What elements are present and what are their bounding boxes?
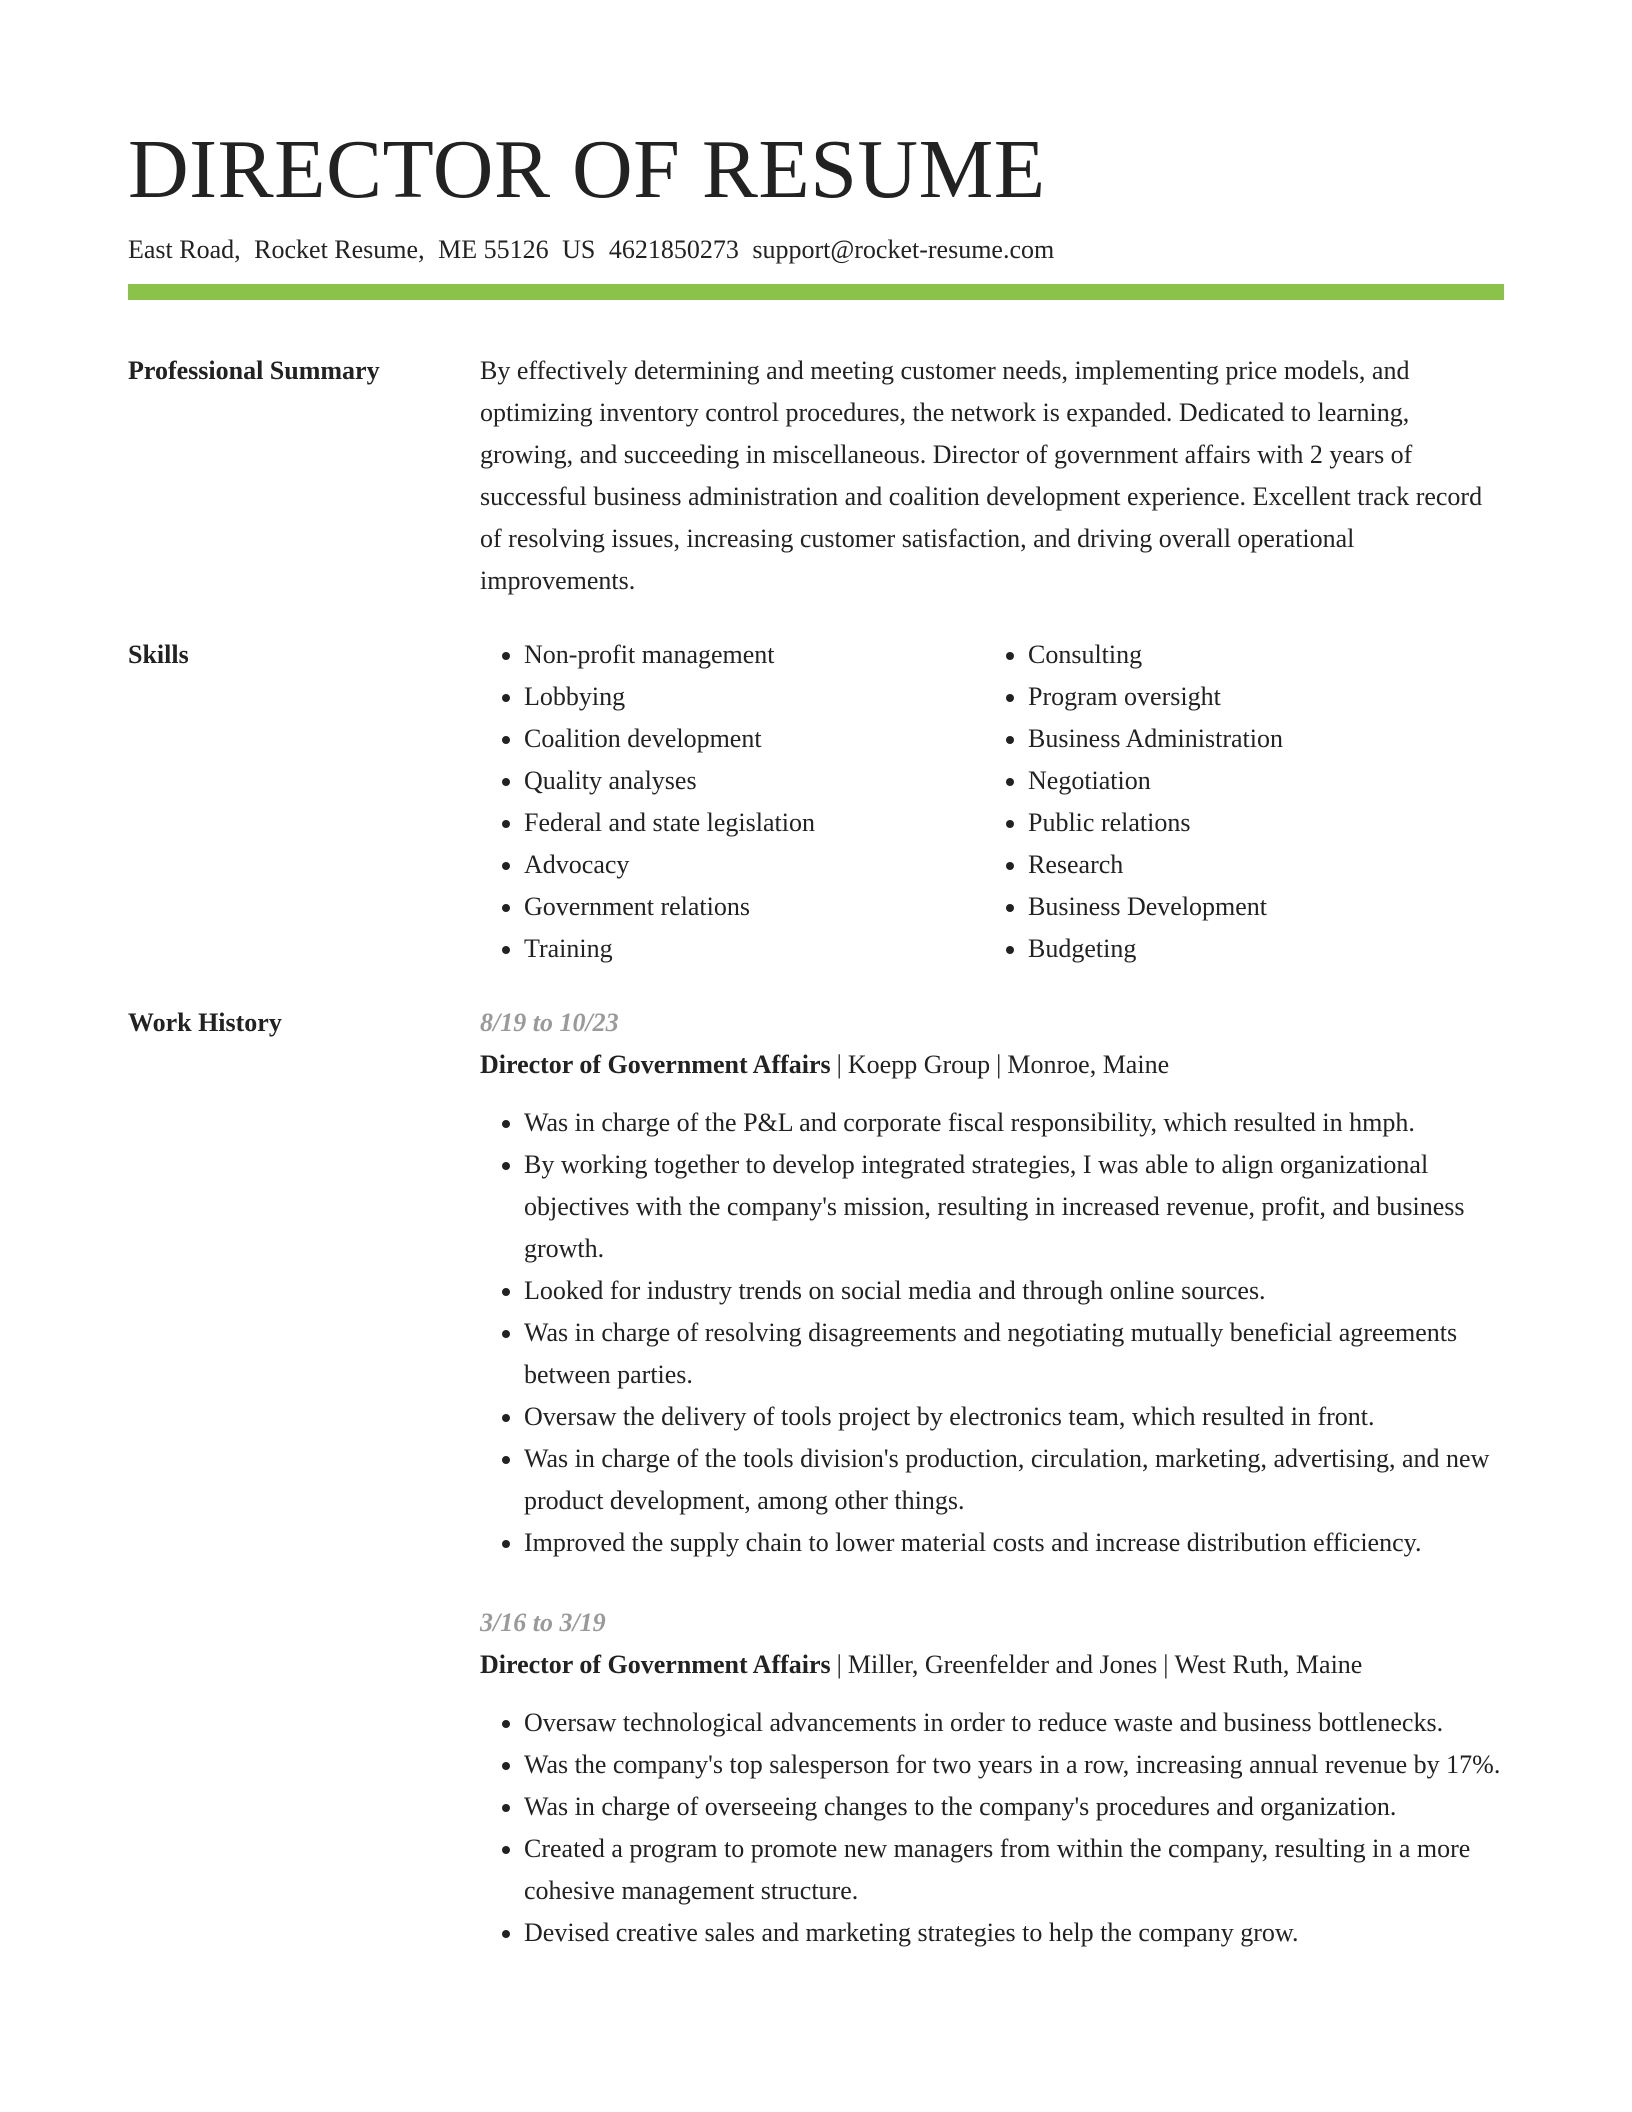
job-bullet: • Created a program to promote new managers from within the company, resulting in a more cohesive management structure.: [524, 1828, 1504, 1912]
summary-heading: Professional Summary: [128, 356, 380, 385]
contact-state-zip: ME 55126: [438, 235, 549, 264]
contact-email: support@rocket-resume.com: [752, 235, 1055, 264]
skill-item: • Federal and state legislation: [524, 802, 984, 844]
job-bullet: • Was in charge of the P&L and corporate fiscal responsibility, which resulted in hmph.: [524, 1102, 1504, 1144]
job-separator: |: [836, 1650, 842, 1679]
skill-item: • Business Development: [1028, 886, 1488, 928]
job-bullet: • Oversaw technological advancements in order to reduce waste and business bottlenecks.: [524, 1702, 1504, 1744]
job-separator: |: [836, 1050, 842, 1079]
job-entry: [480, 1602, 1504, 1954]
job-company: Miller, Greenfelder and Jones: [847, 1650, 1158, 1679]
job-company: Koepp Group: [847, 1050, 991, 1079]
work-history-heading: Work History: [128, 1008, 282, 1037]
job-bullet: • By working together to develop integrated strategies, I was able to align organizational objectives with the company's mission, resulting in increased revenue, profit, and business growth.: [524, 1144, 1504, 1270]
summary-section: [128, 350, 1504, 602]
skills-list-right: [984, 634, 1488, 970]
job-separator: |: [996, 1050, 1002, 1079]
job-bullet-list: [480, 1102, 1504, 1564]
skill-item: • Consulting: [1028, 634, 1488, 676]
job-title: Director of Government Affairs: [480, 1650, 831, 1679]
contact-city: Rocket Resume,: [254, 235, 425, 264]
header-divider: [128, 284, 1504, 300]
skill-item: • Quality analyses: [524, 760, 984, 802]
skill-item: • Government relations: [524, 886, 984, 928]
resume-name: DIRECTOR OF RESUME: [128, 123, 1046, 216]
job-location: Monroe, Maine: [1007, 1050, 1170, 1079]
job-heading-line: [480, 1644, 1504, 1686]
job-bullet: • Was in charge of resolving disagreements and negotiating mutually beneficial agreements between parties.: [524, 1312, 1504, 1396]
skill-item: • Non-profit management: [524, 634, 984, 676]
job-title: Director of Government Affairs: [480, 1050, 831, 1079]
skills-grid: [480, 634, 1504, 970]
skill-item: • Training: [524, 928, 984, 970]
contact-line: [128, 232, 1504, 268]
skills-body: [480, 634, 1504, 970]
skill-item: • Lobbying: [524, 676, 984, 718]
job-bullet: • Was in charge of the tools division's production, circulation, marketing, advertising, and new product development, among other things.: [524, 1438, 1504, 1522]
job-dates: 3/16 to 3/19: [480, 1608, 606, 1637]
skills-heading: Skills: [128, 640, 189, 669]
skill-item: • Program oversight: [1028, 676, 1488, 718]
job-bullet: • Looked for industry trends on social media and through online sources.: [524, 1270, 1504, 1312]
contact-phone: 4621850273: [608, 235, 739, 264]
job-bullet: • Devised creative sales and marketing strategies to help the company grow.: [524, 1912, 1504, 1954]
resume-page: [128, 0, 1504, 1954]
skill-item: • Research: [1028, 844, 1488, 886]
summary-text: By effectively determining and meeting customer needs, implementing price models, and optimizing inventory control procedures, the network is expanded. Dedicated to learning, growing, and succeeding in miscellaneous. Director of government affairs with 2 years of successful business administration and coalition development experience. Excellent track record of resolving issues, increasing customer satisfaction, and driving overall operational improvements.: [480, 356, 1483, 595]
job-location: West Ruth, Maine: [1174, 1650, 1363, 1679]
skill-item: • Advocacy: [524, 844, 984, 886]
work-history-body: [480, 1002, 1504, 1954]
skill-item: • Public relations: [1028, 802, 1488, 844]
skills-list-left: [480, 634, 984, 970]
job-bullet: • Was in charge of overseeing changes to the company's procedures and organization.: [524, 1786, 1504, 1828]
job-dates: 8/19 to 10/23: [480, 1008, 619, 1037]
job-heading-line: [480, 1044, 1504, 1086]
skill-item: • Budgeting: [1028, 928, 1488, 970]
contact-street: East Road,: [128, 235, 241, 264]
skills-section: [128, 634, 1504, 970]
job-entry: [480, 1002, 1504, 1564]
skill-item: • Negotiation: [1028, 760, 1488, 802]
skill-item: • Business Administration: [1028, 718, 1488, 760]
job-bullet: • Oversaw the delivery of tools project by electronics team, which resulted in front.: [524, 1396, 1504, 1438]
work-history-section: [128, 1002, 1504, 1954]
summary-body: [480, 350, 1504, 602]
skill-item: • Coalition development: [524, 718, 984, 760]
job-separator: |: [1163, 1650, 1169, 1679]
job-bullet: • Improved the supply chain to lower material costs and increase distribution efficiency.: [524, 1522, 1504, 1564]
contact-country: US: [562, 235, 596, 264]
job-bullet-list: [480, 1702, 1504, 1954]
job-bullet: • Was the company's top salesperson for two years in a row, increasing annual revenue by 17%.: [524, 1744, 1504, 1786]
